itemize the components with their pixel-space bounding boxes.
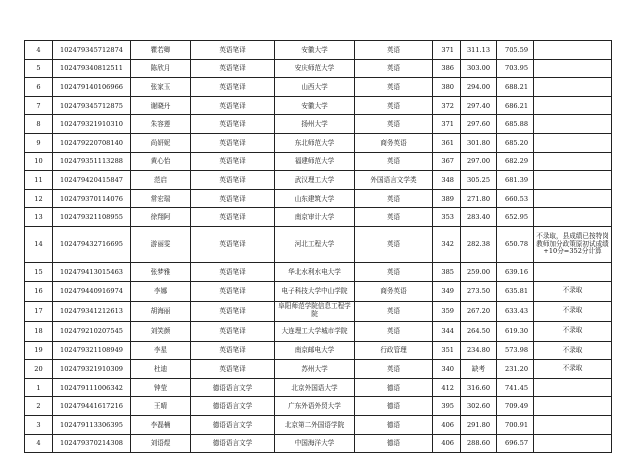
major-cell: 英语笔译	[191, 171, 275, 190]
seq-cell: 8	[25, 115, 53, 134]
school-cell: 苏州大学	[275, 360, 355, 379]
exam-id-cell: 102479413015463	[53, 262, 131, 281]
note-cell: 不录取	[534, 281, 612, 301]
note-cell	[534, 171, 612, 190]
initial-score-cell: 380	[433, 78, 461, 97]
retest-score-cell: 297.00	[461, 152, 497, 171]
seq-cell: 16	[25, 281, 53, 301]
total-score-cell: 650.78	[497, 226, 534, 262]
major-cell: 德语语言文学	[191, 397, 275, 416]
major-cell: 英语笔译	[191, 226, 275, 262]
retest-score-cell: 301.80	[461, 133, 497, 152]
table-row	[25, 96, 612, 115]
undergrad-major-cell: 英语	[355, 301, 433, 321]
total-score-cell: 686.21	[497, 96, 534, 115]
initial-score-cell: 395	[433, 397, 461, 416]
table-row	[25, 226, 612, 262]
admission-score-sheet	[24, 40, 612, 453]
seq-cell: 13	[25, 208, 53, 227]
table-row	[25, 360, 612, 379]
name-cell: 杜迪	[131, 360, 191, 379]
undergrad-major-cell: 德语	[355, 434, 433, 453]
exam-id-cell: 102479341212613	[53, 301, 131, 321]
seq-cell: 18	[25, 321, 53, 341]
total-score-cell: 231.20	[497, 360, 534, 379]
school-cell: 电子科技大学中山学院	[275, 281, 355, 301]
major-cell: 英语笔译	[191, 59, 275, 78]
retest-score-cell: 282.38	[461, 226, 497, 262]
major-cell: 英语笔译	[191, 208, 275, 227]
school-cell: 扬州大学	[275, 115, 355, 134]
initial-score-cell: 348	[433, 171, 461, 190]
retest-score-cell: 311.13	[461, 41, 497, 60]
name-cell: 王晴	[131, 397, 191, 416]
total-score-cell: 688.21	[497, 78, 534, 97]
initial-score-cell: 367	[433, 152, 461, 171]
seq-cell: 7	[25, 96, 53, 115]
exam-id-cell: 102479351113288	[53, 152, 131, 171]
school-cell: 山东建筑大学	[275, 189, 355, 208]
table-row	[25, 434, 612, 453]
note-cell: 不录取	[534, 341, 612, 360]
initial-score-cell: 371	[433, 41, 461, 60]
table-row	[25, 41, 612, 60]
initial-score-cell: 361	[433, 133, 461, 152]
exam-id-cell: 102479321108949	[53, 341, 131, 360]
school-cell: 北京第二外国语学院	[275, 415, 355, 434]
undergrad-major-cell: 英语	[355, 208, 433, 227]
table-row	[25, 115, 612, 134]
score-table	[24, 40, 612, 453]
total-score-cell: 573.98	[497, 341, 534, 360]
table-row	[25, 59, 612, 78]
exam-id-cell: 102479370214308	[53, 434, 131, 453]
school-cell: 北京外国语大学	[275, 378, 355, 397]
note-cell	[534, 262, 612, 281]
initial-score-cell: 385	[433, 262, 461, 281]
total-score-cell: 685.88	[497, 115, 534, 134]
initial-score-cell: 340	[433, 360, 461, 379]
seq-cell: 11	[25, 171, 53, 190]
exam-id-cell: 102479321108955	[53, 208, 131, 227]
retest-score-cell: 264.50	[461, 321, 497, 341]
retest-score-cell: 267.20	[461, 301, 497, 321]
undergrad-major-cell: 英语	[355, 360, 433, 379]
school-cell: 华北水利水电大学	[275, 262, 355, 281]
table-row	[25, 208, 612, 227]
retest-score-cell: 297.60	[461, 115, 497, 134]
seq-cell: 14	[25, 226, 53, 262]
retest-score-cell: 291.80	[461, 415, 497, 434]
seq-cell: 20	[25, 360, 53, 379]
undergrad-major-cell: 英语	[355, 115, 433, 134]
retest-score-cell: 缺考	[461, 360, 497, 379]
retest-score-cell: 288.60	[461, 434, 497, 453]
initial-score-cell: 389	[433, 189, 461, 208]
note-cell: 不录取	[534, 321, 612, 341]
exam-id-cell: 102479345712874	[53, 41, 131, 60]
seq-cell: 1	[25, 378, 53, 397]
score-rows	[25, 41, 612, 453]
table-row	[25, 378, 612, 397]
exam-id-cell: 102479370114076	[53, 189, 131, 208]
seq-cell: 10	[25, 152, 53, 171]
school-cell: 南京邮电大学	[275, 341, 355, 360]
name-cell: 张家玉	[131, 78, 191, 97]
table-row	[25, 262, 612, 281]
seq-cell: 3	[25, 415, 53, 434]
exam-id-cell: 102479441617216	[53, 397, 131, 416]
exam-id-cell: 102479210207545	[53, 321, 131, 341]
note-cell	[534, 378, 612, 397]
school-cell: 福建师范大学	[275, 152, 355, 171]
initial-score-cell: 342	[433, 226, 461, 262]
seq-cell: 4	[25, 434, 53, 453]
name-cell: 张梦雅	[131, 262, 191, 281]
note-cell	[534, 133, 612, 152]
total-score-cell: 635.81	[497, 281, 534, 301]
seq-cell: 4	[25, 41, 53, 60]
major-cell: 英语笔译	[191, 262, 275, 281]
seq-cell: 9	[25, 133, 53, 152]
initial-score-cell: 406	[433, 415, 461, 434]
retest-score-cell: 273.50	[461, 281, 497, 301]
note-cell	[534, 208, 612, 227]
table-row	[25, 415, 612, 434]
major-cell: 英语笔译	[191, 78, 275, 97]
major-cell: 英语笔译	[191, 115, 275, 134]
note-cell	[534, 115, 612, 134]
table-row	[25, 133, 612, 152]
name-cell: 尚妍妮	[131, 133, 191, 152]
name-cell: 李磊楠	[131, 415, 191, 434]
school-cell: 阜阳师范学院信息工程学院	[275, 301, 355, 321]
initial-score-cell: 344	[433, 321, 461, 341]
retest-score-cell: 294.00	[461, 78, 497, 97]
major-cell: 英语笔译	[191, 96, 275, 115]
school-cell: 广东外语外贸大学	[275, 397, 355, 416]
school-cell: 安徽大学	[275, 41, 355, 60]
name-cell: 黄心怡	[131, 152, 191, 171]
exam-id-cell: 102479113306395	[53, 415, 131, 434]
undergrad-major-cell: 行政管理	[355, 341, 433, 360]
initial-score-cell: 372	[433, 96, 461, 115]
undergrad-major-cell: 外国语言文学类	[355, 171, 433, 190]
undergrad-major-cell: 德语	[355, 415, 433, 434]
retest-score-cell: 259.00	[461, 262, 497, 281]
total-score-cell: 639.16	[497, 262, 534, 281]
name-cell: 陈欣月	[131, 59, 191, 78]
total-score-cell: 685.20	[497, 133, 534, 152]
name-cell: 刘语煜	[131, 434, 191, 453]
undergrad-major-cell: 德语	[355, 378, 433, 397]
exam-id-cell: 102479432716695	[53, 226, 131, 262]
major-cell: 英语笔译	[191, 360, 275, 379]
table-row	[25, 152, 612, 171]
retest-score-cell: 305.25	[461, 171, 497, 190]
total-score-cell: 682.29	[497, 152, 534, 171]
initial-score-cell: 386	[433, 59, 461, 78]
note-cell	[534, 434, 612, 453]
name-cell: 范启	[131, 171, 191, 190]
initial-score-cell: 412	[433, 378, 461, 397]
seq-cell: 12	[25, 189, 53, 208]
undergrad-major-cell: 英语	[355, 189, 433, 208]
name-cell: 谢晓丹	[131, 96, 191, 115]
exam-id-cell: 102479321910310	[53, 115, 131, 134]
exam-id-cell: 102479140106966	[53, 78, 131, 97]
exam-id-cell: 102479340812511	[53, 59, 131, 78]
name-cell: 常宏瑞	[131, 189, 191, 208]
name-cell: 钟莹	[131, 378, 191, 397]
initial-score-cell: 353	[433, 208, 461, 227]
initial-score-cell: 351	[433, 341, 461, 360]
undergrad-major-cell: 英语	[355, 321, 433, 341]
initial-score-cell: 349	[433, 281, 461, 301]
undergrad-major-cell: 英语	[355, 262, 433, 281]
note-cell	[534, 415, 612, 434]
seq-cell: 6	[25, 78, 53, 97]
seq-cell: 17	[25, 301, 53, 321]
school-cell: 安徽大学	[275, 96, 355, 115]
retest-score-cell: 283.40	[461, 208, 497, 227]
major-cell: 德语语言文学	[191, 378, 275, 397]
total-score-cell: 700.91	[497, 415, 534, 434]
name-cell: 李娜	[131, 281, 191, 301]
major-cell: 英语笔译	[191, 321, 275, 341]
total-score-cell: 681.39	[497, 171, 534, 190]
seq-cell: 5	[25, 59, 53, 78]
initial-score-cell: 371	[433, 115, 461, 134]
seq-cell: 2	[25, 397, 53, 416]
retest-score-cell: 271.80	[461, 189, 497, 208]
note-cell: 不录取	[534, 301, 612, 321]
school-cell: 东北师范大学	[275, 133, 355, 152]
name-cell: 徐翔阿	[131, 208, 191, 227]
school-cell: 山西大学	[275, 78, 355, 97]
note-cell	[534, 59, 612, 78]
table-row	[25, 78, 612, 97]
name-cell: 瞿若卿	[131, 41, 191, 60]
seq-cell: 15	[25, 262, 53, 281]
undergrad-major-cell: 商务英语	[355, 281, 433, 301]
note-cell	[534, 397, 612, 416]
major-cell: 英语笔译	[191, 301, 275, 321]
total-score-cell: 652.95	[497, 208, 534, 227]
total-score-cell: 741.45	[497, 378, 534, 397]
undergrad-major-cell: 英语	[355, 96, 433, 115]
retest-score-cell: 303.00	[461, 59, 497, 78]
name-cell: 刘笑颜	[131, 321, 191, 341]
name-cell: 朱容莲	[131, 115, 191, 134]
seq-cell: 19	[25, 341, 53, 360]
major-cell: 英语笔译	[191, 341, 275, 360]
note-cell: 不录取，县成绩已按特岗教师加分政策原初试成绩+10分=352分计算	[534, 226, 612, 262]
initial-score-cell: 359	[433, 301, 461, 321]
total-score-cell: 633.43	[497, 301, 534, 321]
name-cell: 李星	[131, 341, 191, 360]
table-row	[25, 321, 612, 341]
exam-id-cell: 102479420415847	[53, 171, 131, 190]
undergrad-major-cell: 德语	[355, 397, 433, 416]
table-row	[25, 397, 612, 416]
undergrad-major-cell: 商务英语	[355, 133, 433, 152]
undergrad-major-cell: 英语	[355, 152, 433, 171]
undergrad-major-cell: 英语	[355, 59, 433, 78]
retest-score-cell: 302.60	[461, 397, 497, 416]
retest-score-cell: 297.40	[461, 96, 497, 115]
school-cell: 河北工程大学	[275, 226, 355, 262]
note-cell	[534, 152, 612, 171]
table-row	[25, 189, 612, 208]
school-cell: 大连理工大学城市学院	[275, 321, 355, 341]
note-cell: 不录取	[534, 360, 612, 379]
school-cell: 武汉理工大学	[275, 171, 355, 190]
initial-score-cell: 406	[433, 434, 461, 453]
name-cell: 游丽雯	[131, 226, 191, 262]
table-row	[25, 301, 612, 321]
table-row	[25, 281, 612, 301]
undergrad-major-cell: 英语	[355, 78, 433, 97]
name-cell: 胡海丽	[131, 301, 191, 321]
total-score-cell: 619.30	[497, 321, 534, 341]
school-cell: 安庆师范大学	[275, 59, 355, 78]
exam-id-cell: 102479321910309	[53, 360, 131, 379]
major-cell: 英语笔译	[191, 281, 275, 301]
school-cell: 南京审计大学	[275, 208, 355, 227]
total-score-cell: 703.95	[497, 59, 534, 78]
major-cell: 德语语言文学	[191, 434, 275, 453]
retest-score-cell: 316.60	[461, 378, 497, 397]
note-cell	[534, 78, 612, 97]
exam-id-cell: 102479220708140	[53, 133, 131, 152]
total-score-cell: 696.57	[497, 434, 534, 453]
exam-id-cell: 102479111006342	[53, 378, 131, 397]
total-score-cell: 709.49	[497, 397, 534, 416]
note-cell	[534, 96, 612, 115]
undergrad-major-cell: 英语	[355, 226, 433, 262]
total-score-cell: 705.59	[497, 41, 534, 60]
undergrad-major-cell: 英语	[355, 41, 433, 60]
school-cell: 中国海洋大学	[275, 434, 355, 453]
major-cell: 英语笔译	[191, 189, 275, 208]
table-row	[25, 171, 612, 190]
major-cell: 英语笔译	[191, 152, 275, 171]
retest-score-cell: 234.80	[461, 341, 497, 360]
major-cell: 德语语言文学	[191, 415, 275, 434]
note-cell	[534, 41, 612, 60]
table-row	[25, 341, 612, 360]
major-cell: 英语笔译	[191, 133, 275, 152]
total-score-cell: 660.53	[497, 189, 534, 208]
exam-id-cell: 102479345712875	[53, 96, 131, 115]
note-cell	[534, 189, 612, 208]
exam-id-cell: 102479440916974	[53, 281, 131, 301]
major-cell: 英语笔译	[191, 41, 275, 60]
